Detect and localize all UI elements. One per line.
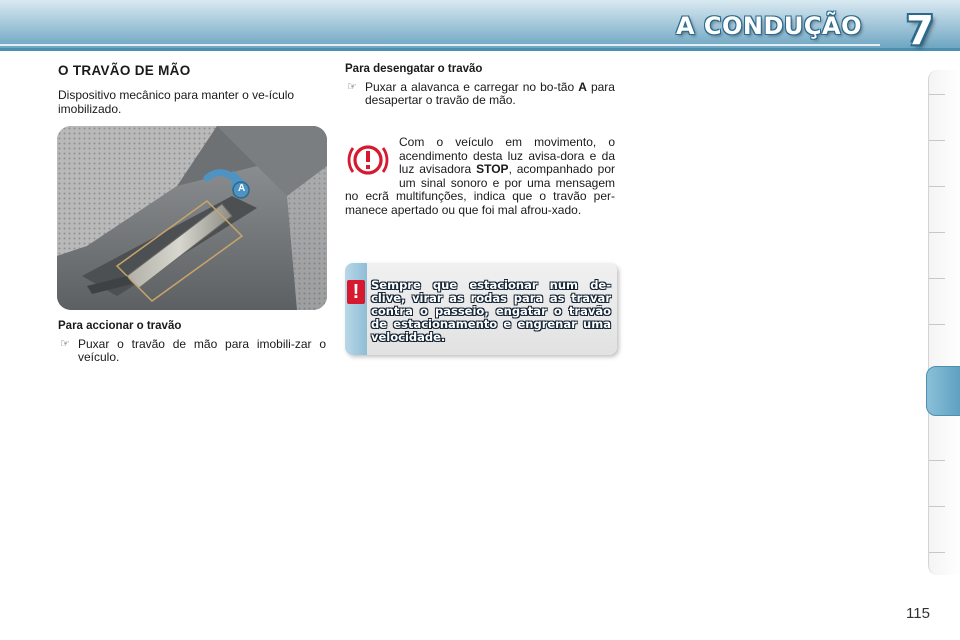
release-heading: Para desengatar o travão [345,63,483,75]
tab-divider [929,460,945,461]
pointing-hand-icon: ☞ [60,337,70,350]
tab-divider [929,94,945,95]
button-a-label: A [578,79,587,94]
handbrake-drawing [57,126,327,310]
stop-note [345,136,615,217]
chapter-tabs [928,70,960,575]
handbrake-illustration [57,126,327,310]
release-bullet-pre: Puxar a alavanca e carregar no bo-tão [365,79,575,94]
page-number: 115 [906,605,930,622]
tab-divider [929,140,945,141]
warning-text: Sempre que estacionar num de-clive, virar as rodas para as travar contra o passeio, engatar o travão de estacionamento e engrenar uma velocidade. [371,278,611,344]
intro-block [58,89,326,116]
tab-divider [929,278,945,279]
engage-bullet-text: Puxar o travão de mão para imobili-zar o veículo. [78,336,326,364]
tab-divider [929,186,945,187]
section-title: O TRAVÃO DE MÃO [58,63,191,78]
note-text-post: , acompanhado por um sinal sonoro e por uma mensagem no ecrã multifunções, indica que o travão per-manece apertado ou que foi mal afrou-xado. [345,162,615,217]
note-text-pre: Com o veículo em movimento, o acendimento desta luz avisa-dora e da luz avisadora [399,135,615,176]
chapter-number: 7 [906,8,934,54]
stop-label: STOP [476,162,509,176]
engage-instruction [58,338,326,365]
release-bullet-post: para desapertar o travão de mão. [365,79,615,107]
section-heading-block [58,63,326,78]
tab-divider [929,552,945,553]
tab-divider [929,506,945,507]
header-stripe [0,44,880,46]
warning-icon: ! [347,280,365,304]
chapter-title: A CONDUÇÃO [675,12,862,40]
engage-block [58,320,326,365]
tab-divider [929,232,945,233]
release-instruction [345,81,615,108]
release-block [345,63,615,108]
pointing-hand-icon: ☞ [347,80,357,93]
intro-text: Dispositivo mecânico para manter o ve-ículo imobilizado. [58,88,295,116]
tab-divider [929,324,945,325]
stop-note-text [345,136,615,217]
engage-heading: Para accionar o travão [58,320,182,332]
callout-label-a: A [238,183,246,194]
tab-chapter-7[interactable] [926,366,960,416]
icon-spacer [345,136,399,178]
warning-bar [345,263,367,355]
